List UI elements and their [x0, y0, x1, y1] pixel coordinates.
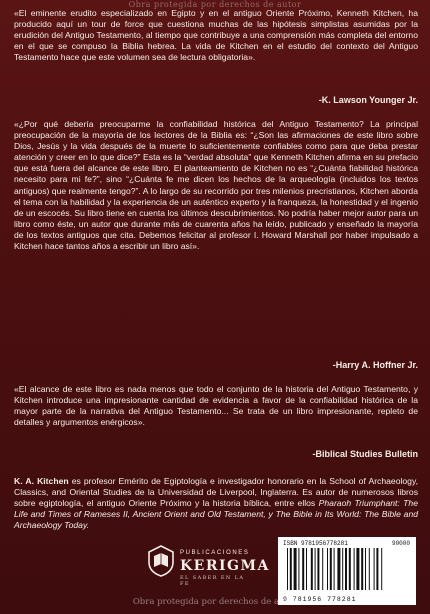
- barcode-stripe: [290, 548, 292, 590]
- barcode-stripe: [374, 548, 375, 590]
- barcode-stripe: [381, 548, 382, 590]
- barcode-stripe: [369, 548, 370, 590]
- publisher-emblem-icon: [146, 544, 176, 578]
- review-quote-1: «El eminente erudito especializado en Egipto y en el antiguo Oriente Próximo, Kenneth Kitchen, ha producido aquí un tour de force que cuestiona muchas de las hipótesis simplistas asumidas por la erudición del Antiguo Testamento, al tiempo que contribuye a una comprensión más completa del entorno en el que se compuso la Biblia hebrea. La vida de Kitchen en el estudio del contexto del Antiguo Testamento hace que este volumen sea de lectura obligatoria».: [14, 8, 418, 63]
- barcode-stripe: [334, 548, 335, 590]
- barcode-stripe: [345, 548, 347, 590]
- review-quote-3: «El alcance de este libro es nada menos que todo el conjunto de la historia del Antiguo Testamento, y Kitchen introduce una impresionante cantidad de evidencia a favor de la confiabilidad histórica de la mayor parte de la narrativa del Antiguo Testamento... Se trata de un libro impresionante, repleto de detalles y argumentos enérgicos».: [14, 384, 418, 428]
- barcode-stripe: [356, 548, 359, 590]
- barcode-stripe: [361, 548, 363, 590]
- barcode-stripe: [306, 548, 307, 590]
- barcode-stripe: [327, 548, 328, 590]
- watermark-top: Obra protegida por derechos de autor: [128, 0, 302, 9]
- barcode-stripe: [294, 548, 297, 590]
- author-book-titles: Pharaoh Triumphant: The Life and Times of Rameses II, Ancient Orient and Old Testament, y The Bible in Its World: The Bible and Archaeology Today.: [14, 498, 418, 531]
- publisher-name: KERIGMA: [180, 558, 270, 574]
- barcode-stripe: [349, 548, 351, 590]
- barcode-stripe: [317, 548, 319, 590]
- watermark-bottom: Obra protegida por derechos de autor: [132, 597, 298, 607]
- barcode-stripe: [322, 548, 323, 590]
- author-name: K. A. Kitchen: [14, 476, 69, 486]
- author-bio: [14, 476, 418, 531]
- barcode-stripe: [337, 548, 340, 590]
- publisher-line1: PUBLICACIONES: [180, 550, 250, 556]
- author-bio-text: es profesor Emérito de Egiptología e investigador honorario en la School of Archaeology, Classics, and Oriental Studies de la Universidad de Liverpool, Inglaterra. Es autor de numerosos libros sobre egiptología, el antiguo Oriente Próximo y la historia bíblica, entre ellos: [14, 476, 418, 509]
- barcode-stripe: [315, 548, 316, 590]
- publisher-logo: [146, 542, 270, 587]
- barcode-stripe: [311, 548, 313, 590]
- barcode-stripe: [365, 548, 366, 590]
- barcode-stripe: [330, 548, 332, 590]
- barcode-bars: [283, 548, 411, 592]
- barcode-stripe: [302, 548, 304, 590]
- barcode: [278, 537, 416, 605]
- barcode-stripe: [287, 548, 288, 590]
- publisher-tagline: EL SABER EN LA FE: [180, 575, 245, 587]
- barcode-stripe: [342, 548, 343, 590]
- review-author-1: -K. Lawson Younger Jr.: [318, 95, 418, 105]
- review-quote-2: «¿Por qué debería preocuparme la confiabilidad histórica del Antiguo Testamento? La principal preocupación de la mayoría de los lectores de la Biblia es: “¿Son las afirmaciones de este libro sobre Dios, Jesús y la vida después de la muerte lo suficientemente confiables como para que deba prestar atención y creer en lo que dice?” Esta es la “verdad absoluta” que Kenneth Kitchen afirma en su prefacio que está fuera del alcance de este libro. El planteamiento de Kitchen no es “¿Cuánta fiabilidad histórica necesito para mi fe?”, sino “¿Cuánta fe me dicen los hechos de la arqueología (incluidos los textos antiguos) que realmente tengo?”. A lo largo de su recorrido por tres milenios precristianos, Kitchen aborda el tema con la habilidad y la experiencia de un auténtico experto y la franqueza, la honestidad y el ingenio de un escocés. Su libro tiene en cuenta los últimos descubrimientos. No podría haber mejor autor para un libro como éste, un autor que durante más de cuarenta años ha leído, publicado y enseñado la mayoría de los textos antiguos que cita. Debemos felicitar al profesor I. Howard Marshall por haber impulsado a Kitchen hace tantos años a escribir un libro así».: [14, 119, 418, 252]
- price-code: 90000: [391, 540, 410, 547]
- review-author-2: -Harry A. Hoffner Jr.: [332, 360, 418, 370]
- barcode-stripe: [376, 548, 378, 590]
- review-author-3: -Biblical Studies Bulletin: [312, 449, 418, 459]
- barcode-stripe: [298, 548, 299, 590]
- barcode-stripe: [354, 548, 355, 590]
- barcode-digits: 9 781956 778281: [283, 596, 357, 603]
- isbn-label: ISBN 9781956778281: [283, 540, 348, 547]
